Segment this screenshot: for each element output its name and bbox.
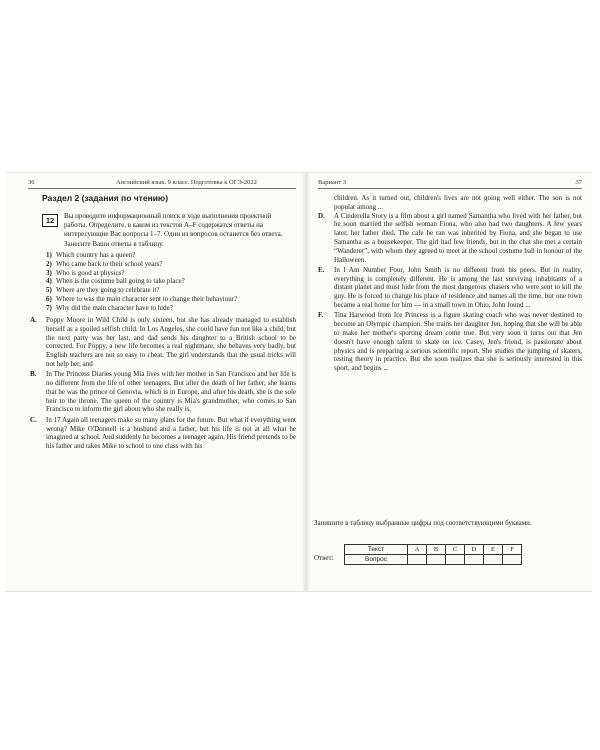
answer-instruction: Запишите в таблицу выбранные цифры под соответствующими буквами. <box>314 519 532 527</box>
question-item: 6) Where to was the main character sent to change their behaviour? <box>46 294 238 303</box>
answer-cell[interactable] <box>427 555 446 565</box>
answer-table-row <box>345 555 522 565</box>
question-list <box>46 251 296 313</box>
table-header-cell: E <box>484 545 503 555</box>
question-item: 4) When is the costume ball going to take place? <box>46 277 185 286</box>
question-item: 5) Where are they going to celebrate it? <box>46 286 160 295</box>
table-header-cell: D <box>465 545 484 555</box>
text-item-c: C. In 17 Again all teenagers make so many plans for the future. But what if everything went wrong? Mike O'Donnell is a husband and a father, but his life is not at all what he imagined at school. And suddenly he becomes a teenager again. His friend pretends to be his father and takes Mike to school to one class with his <box>30 415 296 451</box>
right-running-title: Вариант 3 <box>318 179 347 186</box>
question-item: 2) Who came back to their school years? <box>46 259 163 268</box>
answer-table <box>344 544 522 565</box>
right-page-number: 37 <box>575 179 582 186</box>
answer-cell[interactable] <box>465 555 484 565</box>
book-spread <box>6 172 592 592</box>
answer-table-header <box>345 545 522 555</box>
table-header-cell: Текст <box>345 545 408 555</box>
left-page <box>6 173 304 591</box>
answer-cell[interactable] <box>408 555 427 565</box>
text-item-e: E. In I Am Number Four, John Smith is no different from his peers. But in reality, everything is completely different. He is among the last surviving inhabitants of a distant planet and must hide from the most dangerous chasers who were sent to kill the guy. He is forced to change his place of residence and names all the time, but one town became a real home for him — in a small town in Ohio, John found ... <box>318 265 582 310</box>
right-text-list <box>318 194 582 374</box>
left-page-number: 36 <box>28 179 35 186</box>
answer-cell[interactable] <box>503 555 522 565</box>
answer-cell[interactable] <box>484 555 503 565</box>
table-header-cell: B <box>427 545 446 555</box>
left-running-title: Английский язык. 9 класс. Подготовка к ОГЭ-2022 <box>116 179 257 186</box>
task-instruction: Вы проводите информационный поиск в ходе выполнения проектной работы. Определите, в каком из текстов A–F содержатся ответы на интересующие Вас вопросы 1–7. Один из вопросов останется без ответа. Занесите Ваши ответы в таблицу. <box>64 212 283 248</box>
question-item: 7) Why did the main character have to hide? <box>46 303 173 312</box>
text-continuation: children. As it turned out, children's lives are not going well either. The son is not popular among ... <box>334 194 582 211</box>
left-running-head <box>28 179 296 189</box>
text-item-d: D. A Cinderella Story is a film about a girl named Samantha who lived with her father, but he soon married the selfish woman Fiona, who also had two daughters. A few years later, her father died. The cafe he ran was inherited by Fiona, and she began to use Samantha as a housekeeper. The girl had few friends, but in the chat she met a certain “Wanderer”, with whom they agreed to meet at the school costume ball in honour of the Halloween. <box>318 211 582 264</box>
text-item-a: A. Poppy Moore in Wild Child is only sixteen, but she has already managed to establish herself as a spoiled selfish child. In Los Angeles, she could have fun not like a child, but the next party was her last, and dad sends his daughter to a British school to be corrected. For Poppy, a new life becomes a real nightmare, she behaves very badly, but English teachers are not so easy to cheat. The girl understands that the usual tricks will not help her, and <box>30 316 296 368</box>
right-running-head <box>318 179 582 189</box>
table-row-label: Вопрос <box>345 555 408 565</box>
table-header-cell: F <box>503 545 522 555</box>
table-header-cell: C <box>446 545 465 555</box>
table-header-cell: A <box>408 545 427 555</box>
question-item: 1) Which country has a queen? <box>46 251 136 259</box>
task-number: 12 <box>42 214 58 227</box>
text-item-b: B. In The Princess Diaries young Mia lives with her mother in San Francisco and her life is no different from the life of other teenagers. But after the death of her father, she learns that he was the prince of Genovia, which is in Europe, and after his death, she is the sole heir to the throne. The queen of the country is Mia's grandmother, who comes to San Francisco to inform the girl about who she really is. <box>30 370 296 414</box>
left-text-list <box>30 316 296 452</box>
question-item: 3) Who is good at physics? <box>46 268 125 277</box>
answer-cell[interactable] <box>446 555 465 565</box>
section-title: Раздел 2 (задания по чтению) <box>42 193 169 203</box>
right-page <box>308 173 592 591</box>
answer-label: Ответ: <box>314 554 334 562</box>
text-item-f: F. Tina Harwood from Ice Princess is a figure skating coach who was never destined to become an Olympic champion. She trains her daughter Jen, hoping that she will be able to make her mother's sporting dream come true. But very soon it turns out that Jen doesn't have enough talent to skate on ice. Casey, Jen's friend, is passionate about physics and is preparing a serious scientific report. She studies the jumping of skaters, testing theory in practice. But she soon realizes that she is seriously interested in this sport, and begins ... <box>318 311 582 373</box>
